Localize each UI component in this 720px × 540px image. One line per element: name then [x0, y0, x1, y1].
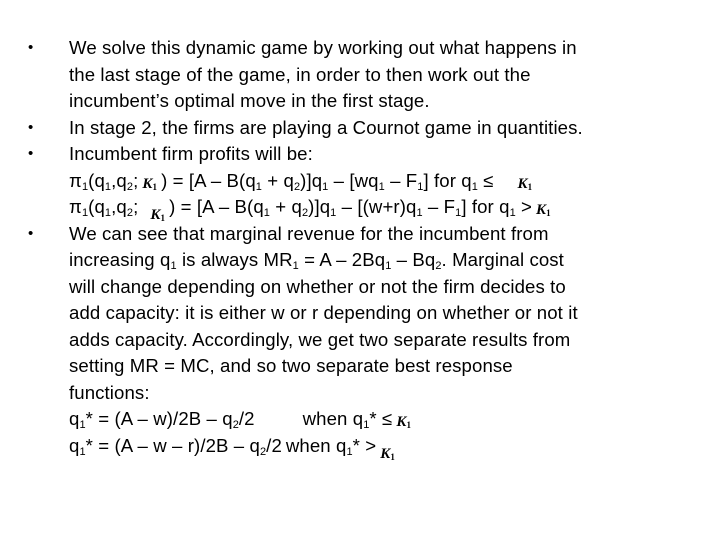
- text-line: the last stage of the game, in order to then work out the: [69, 63, 531, 85]
- text-line: setting MR = MC, and so two separate best response: [69, 355, 513, 376]
- text-line: In stage 2, the firms are playing a Cournot game in quantities.: [69, 116, 583, 138]
- profit-formula-no-expansion: $\pi_1(q_1,q_2$; $K_1$ ) = $[A - B(q_1 + q_2)]q_1 - [wq_1 - F_1]$ for $q_1 \le K_1$: [69, 169, 533, 193]
- capacity-symbol: $K_1$: [536, 202, 551, 218]
- bullet-icon: •: [28, 224, 34, 242]
- bullet-list: [26, 35, 686, 462]
- text-line: We can see that marginal revenue for the incumbent from: [69, 222, 549, 244]
- bullet-stage-two: [26, 115, 686, 142]
- text-line: We solve this dynamic game by working out what happens in: [69, 37, 577, 58]
- text-line: will change depending on whether or not the firm decides to: [69, 275, 566, 297]
- bullet-icon: •: [28, 145, 34, 162]
- capacity-symbol: $K_1$: [396, 414, 412, 430]
- bullet-profits: [26, 141, 686, 221]
- bullet-icon: •: [28, 118, 34, 136]
- profit-formula-expansion: $\pi_1(q_1,q_2$; $K_1) = [A - B(q_1 + q_2)]q_1 - [(w+r)q_1 - F_1]$ for $q_1 > K_1$: [69, 196, 551, 223]
- bullet-marginal-revenue: [26, 221, 686, 460]
- capacity-symbol: $K_1$: [517, 175, 533, 192]
- best-response-expansion: $q_1* = (A - w - r)/2B - q_2/2$ when $q_1* > K_1$: [69, 434, 395, 462]
- text-line: adds capacity. Accordingly, we get two separate results from: [69, 328, 571, 350]
- capacity-symbol: $K_1$: [380, 445, 395, 462]
- capacity-symbol: $K_1$: [150, 207, 166, 223]
- best-response-no-expansion: $q_1* = (A - w)/2B - q_2/2$ when $q_1* \le K_1$: [69, 408, 412, 431]
- marginal-revenue-line: increasing $q_1$ is always $MR_1 = A - 2Bq_1 - Bq_2$. Marginal cost: [69, 249, 564, 272]
- bullet-icon: •: [28, 39, 34, 56]
- text-line: incumbent’s optimal move in the first stage.: [69, 90, 430, 111]
- text-line: Incumbent firm profits will be:: [69, 143, 313, 164]
- text-line: add capacity: it is either w or r depending on whether or not it: [69, 302, 578, 323]
- text-line: functions:: [69, 381, 150, 403]
- bullet-dynamic-game: [26, 35, 686, 115]
- capacity-symbol: $K_1$: [142, 175, 158, 192]
